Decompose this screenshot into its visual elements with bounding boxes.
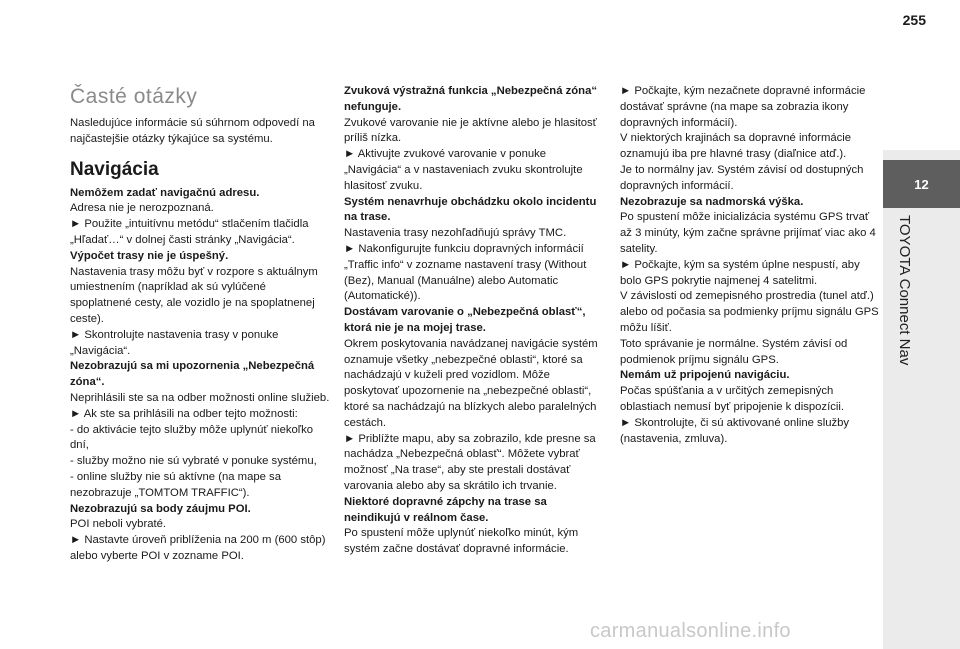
question-heading: Nezobrazuje sa nadmorská výška. [620,195,804,208]
answer-paragraph: Toto správanie je normálne. Systém závisí od podmienok príjmu signálu GPS. [620,337,848,366]
answer-paragraph: - služby možno nie sú vybraté v ponuke systému, [70,455,317,468]
question-heading: Nemám už pripojenú navigáciu. [620,369,790,382]
answer-paragraph: V niektorých krajinách sa dopravné informácie oznamujú iba pre hlavné trasy (diaľnice atď.). [620,132,852,161]
answer-paragraph: ► Skontrolujte, či sú aktivované online služby (nastavenia, zmluva). [620,416,850,445]
answer-paragraph: Počas spúšťania a v určitých zemepisných oblastiach nemusí byť pripojenie k dispozícii. [620,385,845,413]
answer-paragraph: Adresa nie je nerozpoznaná. [70,202,214,215]
question-heading: Výpočet trasy nie je úspešný. [70,249,229,262]
column-3-body [620,84,880,447]
watermark: carmanualsonline.info [590,620,791,642]
answer-paragraph: Zvukové varovanie nie je aktívne alebo je hlasitosť príliš nízka. [344,116,597,145]
column-3 [620,84,880,447]
question-heading: Niektoré dopravné zápchy na trase sa neindikujú v reálnom čase. [344,495,547,524]
answer-paragraph: ► Počkajte, kým sa systém úplne nespustí, aby bolo GPS pokrytie najmenej 4 satelitmi. [620,258,860,287]
section-title: Navigácia [70,158,159,180]
column-2-body [344,84,604,558]
answer-paragraph: ► Priblížte mapu, aby sa zobrazilo, kde presne sa nachádza „Nebezpečná oblasť“. Môžete vybrať možnosť „Na trase“, aby ste prestali dostávať varovania alebo aby sa skrátilo ich trvanie. [344,432,596,492]
chapter-number-badge: 12 [883,160,960,208]
chapter-side-tab [883,150,960,649]
answer-paragraph: Nastavenia trasy nezohľadňujú správy TMC. [344,227,567,240]
question-heading: Nezobrazujú sa body záujmu POI. [70,502,251,515]
page-number: 255 [902,12,926,28]
question-heading: Zvuková výstražná funkcia „Nebezpečná zóna“ nefunguje. [344,85,598,113]
intro-text: Nasledujúce informácie sú súhrnom odpovedí na najčastejšie otázky týkajúce sa systému. [70,117,315,145]
answer-paragraph: ► Nastavte úroveň priblíženia na 200 m (600 stôp) alebo vyberte POI v zozname POI. [70,534,326,562]
answer-paragraph: Po spustení môže inicializácia systému GPS trvať až 3 minúty, kým začne správne prijímať viac ako 4 satelity. [620,211,876,255]
answer-paragraph: V závislosti od zemepisného prostredia (tunel atď.) alebo od počasia sa podmienky príjmu signálu GPS môžu líšiť. [620,290,879,334]
answer-paragraph: ► Použite „intuitívnu metódu“ stlačením tlačidla „Hľadať…“ v dolnej časti stránky „Navigácia“. [70,218,309,246]
answer-paragraph: ► Počkajte, kým nezačnete dopravné informácie dostávať správne (na mape sa zobrazia ikony dopravných informácií). [620,85,866,129]
chapter-label: TOYOTA Connect Nav [896,215,913,366]
answer-paragraph: Po spustení môže uplynúť niekoľko minút, kým systém začne dostávať dopravné informácie. [344,527,579,556]
question-heading: Nezobrazujú sa mi upozornenia „Nebezpečná zóna“. [70,360,315,389]
answer-paragraph: - online služby nie sú aktívne (na mape sa nezobrazuje „TOMTOM TRAFFIC“). [70,470,281,499]
answer-paragraph: Je to normálny jav. Systém závisí od dostupných dopravných informácií. [620,163,864,192]
column-1-body [70,186,330,565]
answer-paragraph: ► Nakonfigurujte funkciu dopravných informácií „Traffic info“ v zozname nastavení trasy (Without (Bez), Manual (Manuálne) alebo Automatic (Automatické)). [344,242,587,303]
answer-paragraph: ► Skontrolujte nastavenia trasy v ponuke „Navigácia“. [70,328,279,357]
answer-paragraph: - do aktivácie tejto služby môže uplynúť niekoľko dní, [70,423,314,452]
answer-paragraph: Okrem poskytovania navádzanej navigácie systém oznamuje všetky „nebezpečné oblasti“, ktoré sa nachádzajú v kuželi pred vozidlom. Môže poskytovať upozornenie na „nebezpečné oblasti“, ktoré sa nachádzajú na blízkych alebo paralelných cestách. [344,337,598,429]
question-heading: Systém nenavrhuje obchádzku okolo incidentu na trase. [344,195,597,224]
question-heading: Nemôžem zadať navigačnú adresu. [70,186,260,199]
answer-paragraph: ► Ak ste sa prihlásili na odber tejto možnosti: [70,407,298,420]
column-1 [70,84,330,565]
answer-paragraph: POI neboli vybraté. [70,518,167,531]
page-title: Časté otázky [70,85,198,108]
answer-paragraph: Nastavenia trasy môžu byť v rozpore s aktuálnym umiestnením (napríklad ak sú vylúčené spoplatnené cesty, ale vozidlo je na spoplatnenej ceste). [70,265,318,325]
column-2 [344,84,604,558]
question-heading: Dostávam varovanie o „Nebezpečná oblasť“, ktorá nie je na mojej trase. [344,306,586,334]
answer-paragraph: ► Aktivujte zvukové varovanie v ponuke „Navigácia“ a v nastaveniach zvuku skontrolujte hlasitosť zvuku. [344,148,583,192]
answer-paragraph: Neprihlásili ste sa na odber možnosti online služieb. [70,391,330,404]
